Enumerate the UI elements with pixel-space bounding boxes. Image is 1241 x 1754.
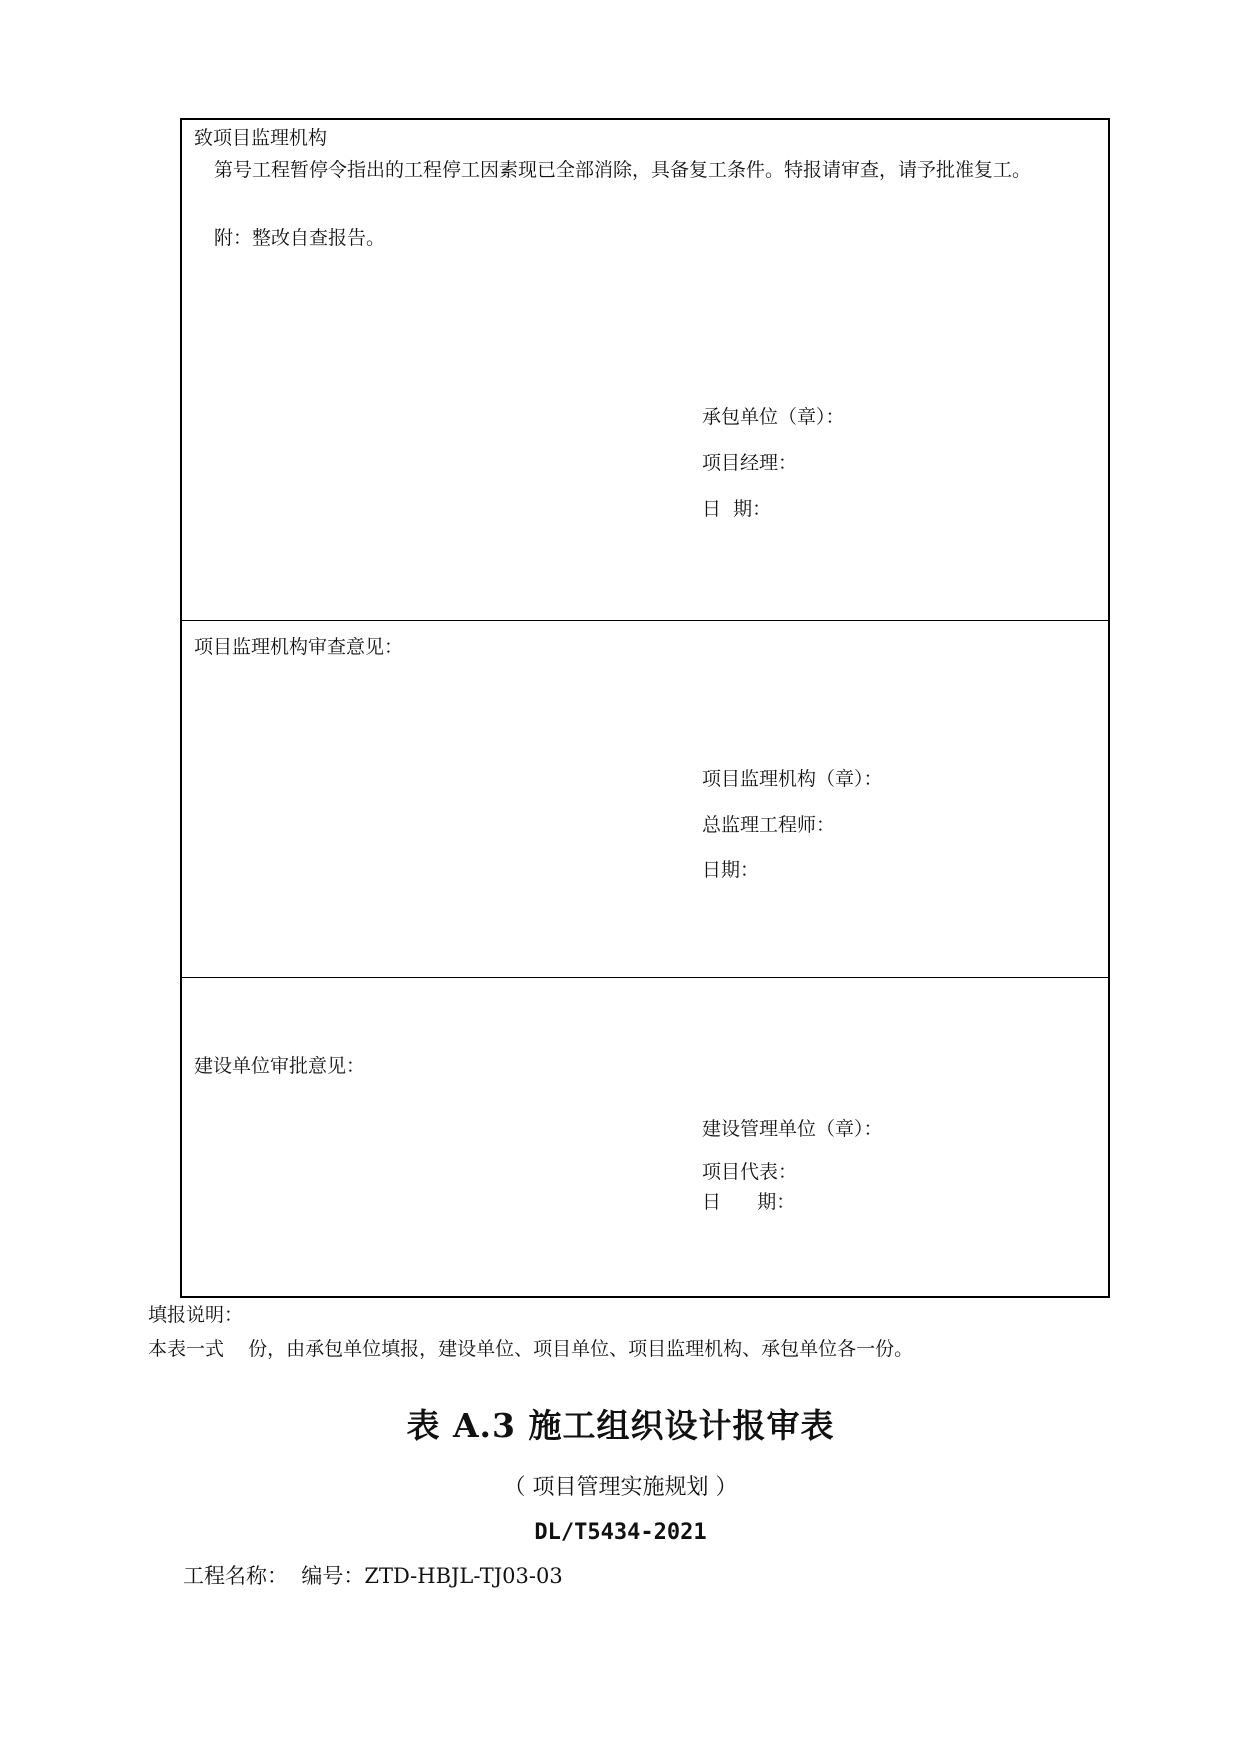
supervision-date-label: 日期： — [702, 859, 760, 881]
contractor-section — [182, 120, 1108, 620]
supervision-org-seal-label: 项目监理机构（章）： — [702, 768, 883, 790]
project-name-and-number: 工程名称： 编号：ZTD-HBJL-TJ03-03 — [183, 1564, 563, 1588]
standard-code: DL/T5434-2021 — [534, 1520, 707, 1545]
chief-engineer-label: 总监理工程师： — [702, 814, 836, 836]
restart-request-body: 第号工程暂停令指出的工程停工因素现已全部消除，具备复工条件。特报请审查，请予批准复工。 — [214, 159, 1032, 181]
addressee-text: 致项目监理机构 — [194, 127, 328, 149]
owner-approval-heading: 建设单位审批意见： — [194, 1055, 366, 1077]
restart-application-form — [180, 118, 1110, 1298]
filling-instructions-text: 本表一式 份，由承包单位填报，建设单位、项目单位、项目监理机构、承包单位各一份。 — [148, 1338, 914, 1360]
form-a3-title: 表 A.3 施工组织设计报审表 — [406, 1406, 835, 1445]
project-representative-label: 项目代表： — [702, 1161, 798, 1183]
owner-date-label: 日 期： — [702, 1191, 796, 1213]
supervision-review-heading: 项目监理机构审查意见： — [194, 636, 404, 658]
form-a3-subtitle: （ 项目管理实施规划 ） — [503, 1475, 738, 1500]
supervision-review-section — [182, 620, 1108, 978]
contractor-date-label: 日 期： — [702, 498, 772, 520]
management-unit-seal-label: 建设管理单位（章）： — [702, 1118, 883, 1140]
contractor-seal-label: 承包单位（章）： — [702, 406, 845, 428]
filling-instructions-label: 填报说明： — [148, 1304, 244, 1326]
owner-approval-section — [182, 977, 1108, 1298]
project-manager-label: 项目经理： — [702, 452, 798, 474]
attachment-note: 附：整改自查报告。 — [214, 227, 386, 249]
